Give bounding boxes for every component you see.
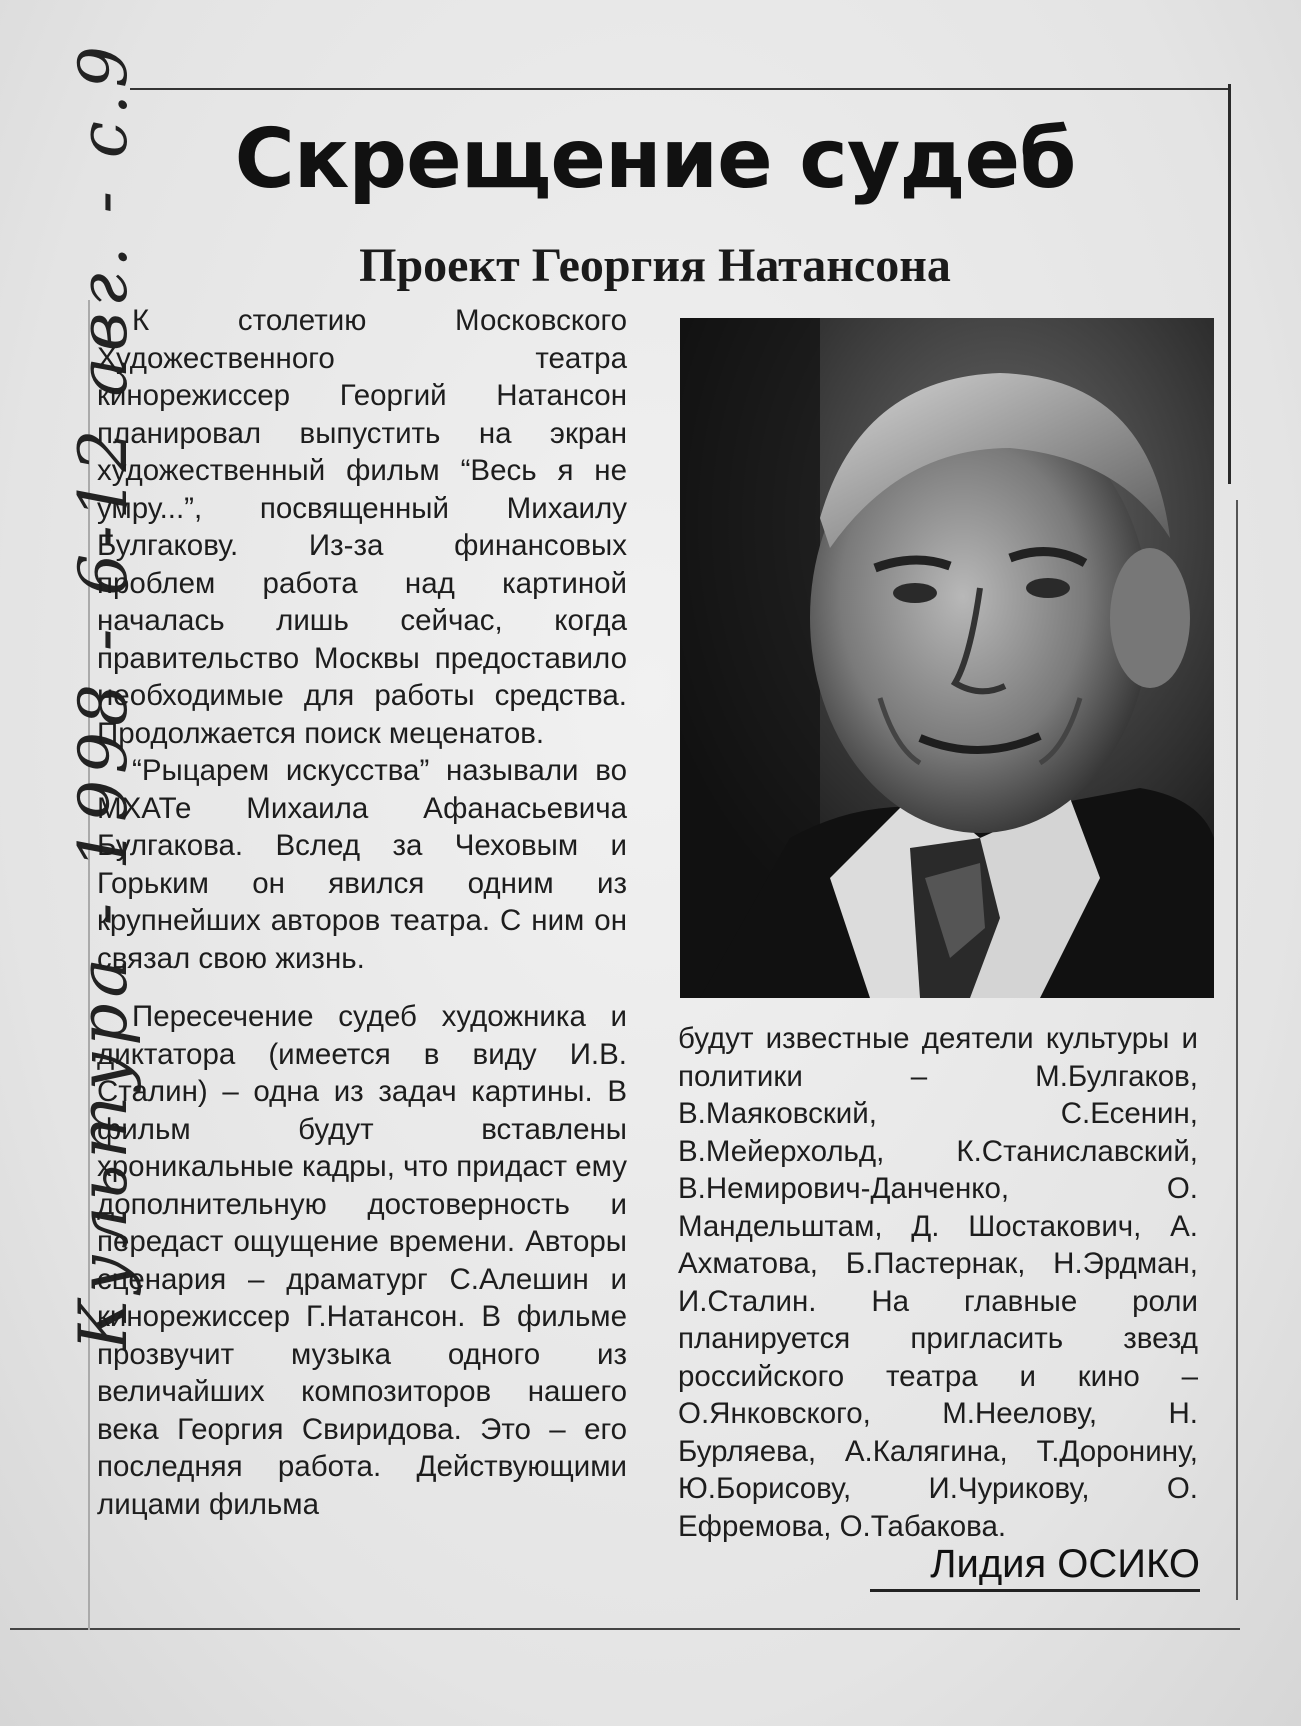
- clipping-border-right-lower: [1236, 500, 1238, 1600]
- article-headline: Скрещение судеб: [234, 112, 1076, 207]
- handwritten-source-note: Культура - 1998 - 6-12 авг. - с.9: [65, 40, 142, 1350]
- clipping-border-right: [1228, 84, 1231, 484]
- paragraph-intro: К столетию Московского Художественного театра кинорежиссер Георгий Натансон планировал выпустить на экран художественный фильм “Весь я не умру...”, посвященный Михаилу Булгакову. Из-за финансовых проблем работа над картиной началась лишь сейчас, когда правительство Москвы предоставило необходимые для работы средства. Продолжается поиск меценатов.: [97, 304, 627, 750]
- clipping-border-bottom: [10, 1628, 1240, 1630]
- paragraph-knight: “Рыцарем искусства” называли во МХАТе Михаила Афанасьевича Булгакова. Вслед за Чеховым и Горьким он явился одним из крупнейших авторов театра. С ним он связал свою жизнь.: [97, 754, 627, 975]
- article-right-column: [678, 1020, 1198, 1545]
- paragraph-film-plot: Пересечение судеб художника и диктатора (имеется в виду И.В. Сталин) – одна из задач картины. В фильм будут вставлены хроникальные кадры, что придаст ему дополнительную достоверность и передаст ощущение времени. Авторы сценария – драматург С.Алешин и кинорежиссер Г.Натансон. В фильме прозвучит музыка одного из величайших композиторов нашего века Георгия Свиридова. Это – его последняя работа. Действующими лицами фильма: [97, 1000, 628, 1521]
- paragraph-cast: будут известные деятели культуры и политики – М.Булгаков, В.Маяковский, С.Есенин, В.Мейерхольд, К.Станиславский, В.Немирович-Данченко, О. Мандельштам, Д. Шостакович, А. Ахматова, Б.Пастернак, Н.Эрдман, И.Сталин. На главные роли планируется пригласить звезд российского театра и кино – О.Янковского, М.Неелову, Н. Бурляева, А.Калягина, Т.Доронину, Ю.Борисову, И.Чурикову, О. Ефремова, О.Табакова.: [678, 1022, 1198, 1543]
- article-left-column: [97, 302, 627, 1523]
- portrait-photo-drawing: [680, 318, 1214, 998]
- portrait-photo: [680, 318, 1214, 998]
- article-subtitle: Проект Георгия Натансона: [359, 239, 951, 292]
- author-byline: Лидия ОСИКО: [870, 1542, 1200, 1592]
- clipping-border-top: [130, 88, 1230, 90]
